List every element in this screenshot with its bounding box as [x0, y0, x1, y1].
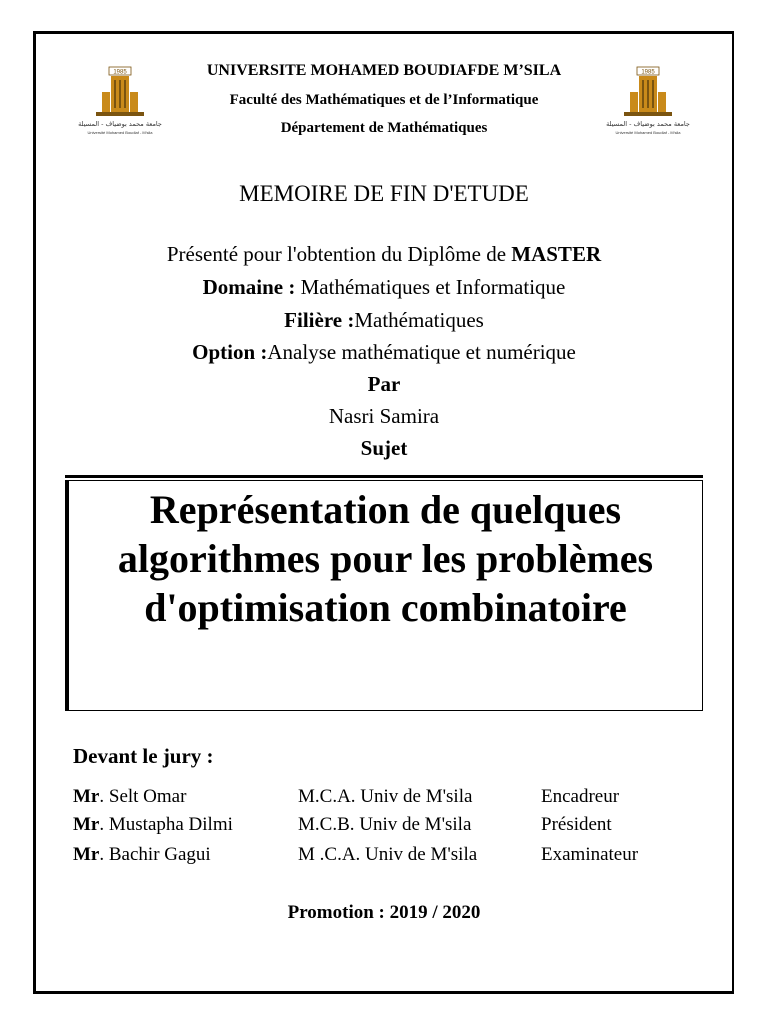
domain-value: Mathématiques et Informatique: [300, 275, 566, 299]
jury-member-grade: M .C.A. Univ de M'sila: [298, 844, 478, 865]
diploma-line: [0, 242, 768, 267]
department-name: Département de Mathématiques: [280, 120, 488, 136]
diploma-value: MASTER: [511, 242, 602, 266]
field-label: Filière :: [284, 308, 355, 332]
logo-year: 1985: [113, 69, 127, 76]
author-name: Nasri Samira: [328, 404, 440, 428]
jury-row: [0, 786, 768, 814]
jury-row: [0, 844, 768, 872]
jury-heading: Devant le jury :: [73, 744, 214, 768]
jury-member-name-text: . Bachir Gagui: [99, 844, 211, 865]
title-top-rule: [65, 475, 703, 478]
jury-member-prefix: Mr: [73, 814, 100, 835]
jury-member-grade: M.C.B. Univ de M'sila: [298, 814, 472, 835]
jury-member-prefix: Mr: [73, 844, 100, 865]
document-type: MEMOIRE DE FIN D'ETUDE: [239, 181, 529, 206]
jury-member-name: [73, 844, 211, 866]
jury-member-role: Président: [541, 814, 612, 835]
logo-year: 1985: [641, 69, 655, 76]
faculty-name: Faculté des Mathématiques et de l’Informatique: [229, 92, 539, 108]
jury-member-role: Examinateur: [541, 844, 639, 865]
option-label: Option :: [192, 340, 268, 364]
jury-member-name: [73, 814, 233, 836]
jury-member-grade: M.C.A. Univ de M'sila: [298, 786, 473, 807]
jury-row: [0, 814, 768, 842]
diploma-prefix: Présenté pour l'obtention du Diplôme de: [166, 242, 512, 266]
by-label: Par: [367, 372, 401, 396]
field-value: Mathématiques: [354, 308, 484, 332]
logo-arabic-name: جامعة محمد بوضياف - المسيلة: [606, 120, 690, 128]
jury-member-name-text: . Selt Omar: [99, 786, 187, 807]
option-value: Analyse mathématique et numérique: [267, 340, 576, 364]
jury-member-name: [73, 786, 186, 808]
university-name: UNIVERSITE MOHAMED BOUDIAFDE M’SILA: [206, 62, 562, 79]
domain-label: Domaine :: [202, 275, 301, 299]
option-line: [0, 340, 768, 365]
promotion: Promotion : 2019 / 2020: [287, 902, 481, 923]
title-box: [65, 480, 703, 711]
thesis-title: Représentation de quelques algorithmes pour les problèmes d'optimisation combinatoire: [117, 487, 654, 630]
logo-arabic-name: جامعة محمد بوضياف - المسيلة: [78, 120, 162, 128]
logo-latin-name: Université Mohamed Boudiaf - M'sila: [615, 130, 681, 135]
field-line: [0, 308, 768, 333]
jury-member-name-text: . Mustapha Dilmi: [99, 814, 233, 835]
logo-latin-name: Université Mohamed Boudiaf - M'sila: [87, 130, 153, 135]
jury-member-role: Encadreur: [541, 786, 620, 807]
subject-label: Sujet: [360, 436, 408, 460]
domain-line: [0, 275, 768, 300]
jury-member-prefix: Mr: [73, 786, 100, 807]
